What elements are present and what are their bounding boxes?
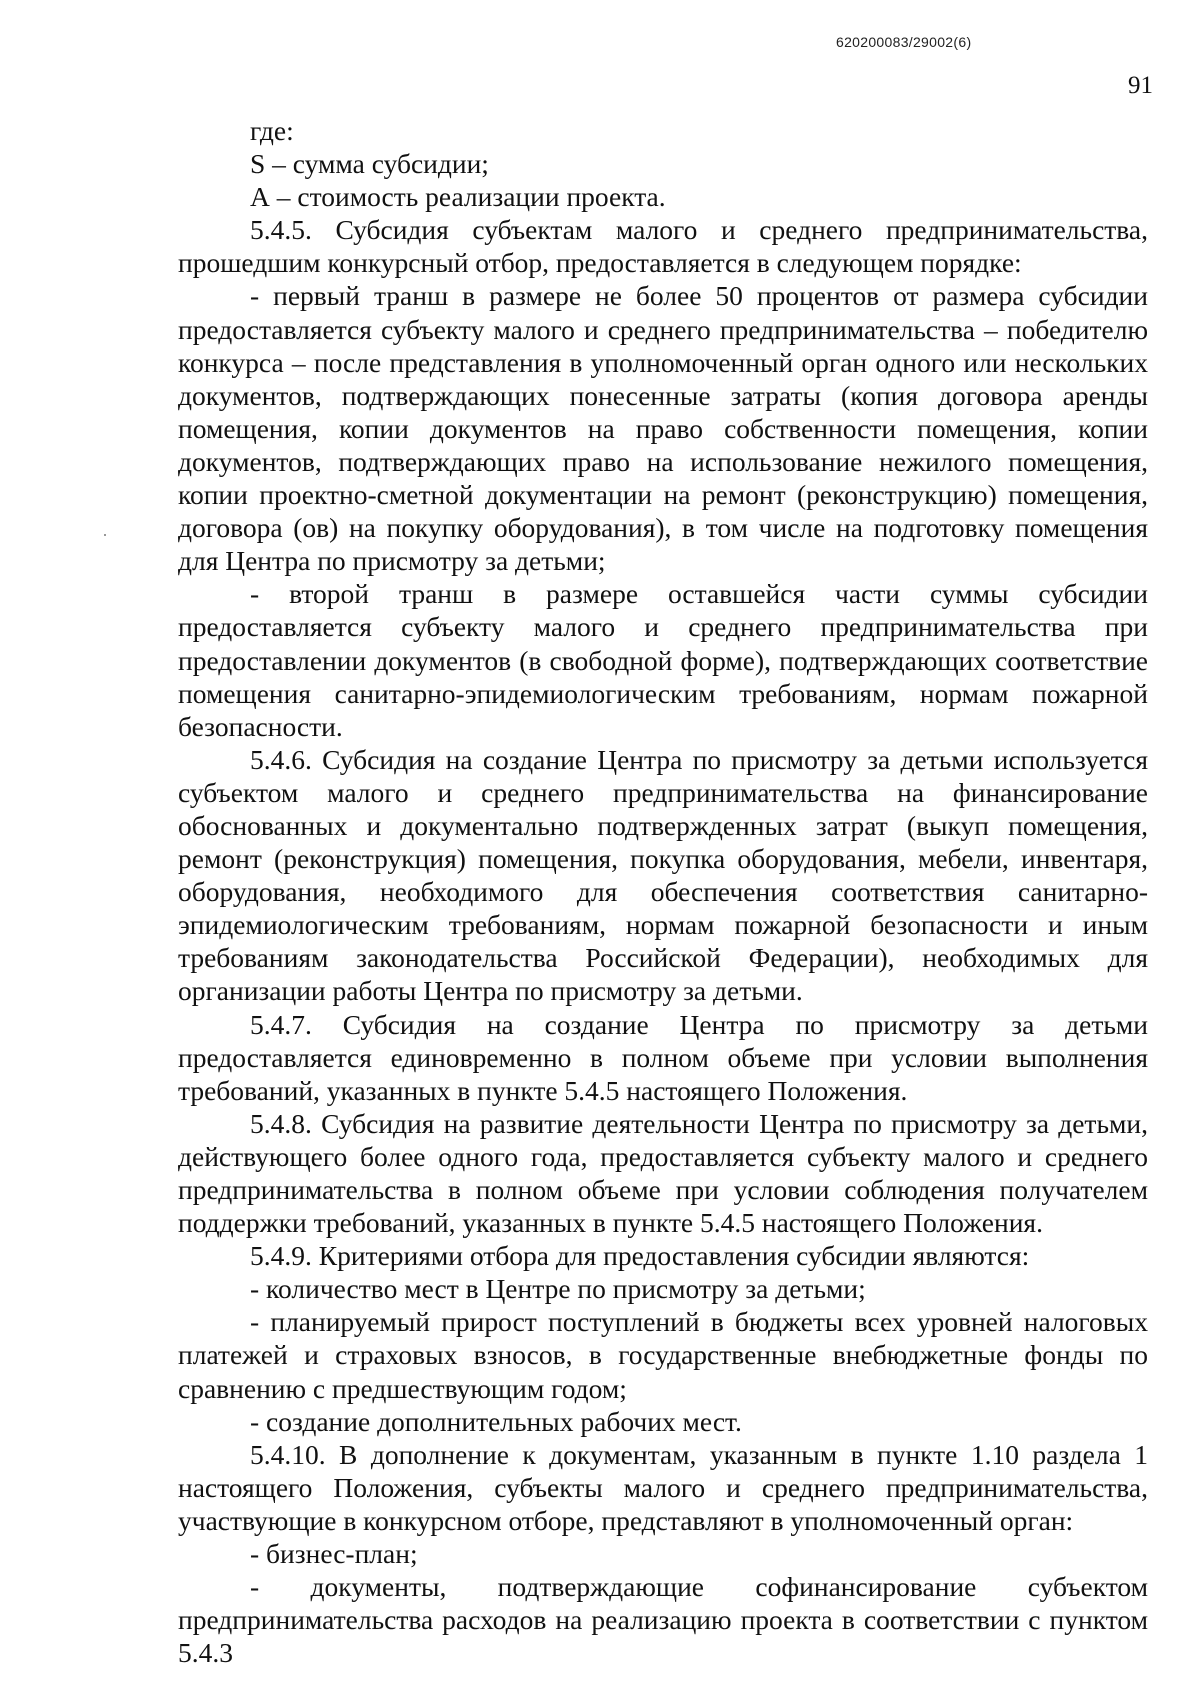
paragraph-5-4-5: 5.4.5. Субсидия субъектам малого и среднего предпринимательства, прошедшим конкурсный отбор, предоставляется в следующем порядке: <box>178 214 1148 279</box>
paragraph-5-4-9: 5.4.9. Критериями отбора для предоставления субсидии являются: <box>250 1240 1030 1272</box>
margin-speck <box>104 534 106 536</box>
paragraph-where: где: <box>250 115 294 146</box>
paragraph-second-tranche: - второй транш в размере оставшейся части суммы субсидии предоставляется субъекту малого и среднего предпринимательства при предоставлении документов (в свободной форме), подтверждающих соответствие помещения санитарно-эпидемиологическим требованиям, нормам пожарной безопасности. <box>178 578 1148 742</box>
paragraph-5-4-8: 5.4.8. Субсидия на развитие деятельности Центра по присмотру за детьми, действующего более одного года, предоставляется субъекту малого и среднего предпринимательства в полном объеме при условии соблюдения получателем поддержки требований, указанных в пункте 5.4.5 настоящего Положения. <box>178 1107 1148 1239</box>
criterion-new-jobs: - создание дополнительных рабочих мест. <box>250 1405 742 1437</box>
paragraph-a-definition: А – стоимость реализации проекта. <box>250 181 666 213</box>
paragraph-5-4-7: 5.4.7. Субсидия на создание Центра по присмотру за детьми предоставляется единовременно в полном объеме при условии выполнения требований, указанных в пункте 5.4.5 настоящего Положения. <box>178 1008 1148 1106</box>
page-number: 91 <box>1128 72 1153 99</box>
paragraph-5-4-6: 5.4.6. Субсидия на создание Центра по присмотру за детьми используется субъектом малого и среднего предпринимательства на финансирование обоснованных и документально подтвержденных затрат (выкуп помещения, ремонт (реконструкция) помещения, покупка оборудования, мебели, инвентаря, оборудования, необходимого для обеспечения соответствия санитарно-эпидемиологическим требованиям, нормам пожарной безопасности и иным требованиям законодательства Российской Федерации), необходимых для организации работы Центра по присмотру за детьми. <box>178 743 1148 1007</box>
document-id: 620200083/29002(6) <box>836 34 972 50</box>
paragraph-s-definition: S – сумма субсидии; <box>250 148 489 180</box>
required-cofinancing-docs: - документы, подтверждающие софинансирование субъектом предпринимательства расходов на реализацию проекта в соответствии с пунктом 5.4.3 <box>178 1571 1148 1669</box>
paragraph-first-tranche: - первый транш в размере не более 50 процентов от размера субсидии предоставляется субъекту малого и среднего предпринимательства – победителю конкурса – после представления в уполномоченный орган одного или нескольких документов, подтверждающих понесенные затраты (копия договора аренды помещения, копии документов на право собственности помещения, копии документов, подтверждающих право на использование нежилого помещения, копии проектно-сметной документации на ремонт (реконструкцию) помещения, договора (ов) на покупку оборудования), в том числе на подготовку помещения для Центра по присмотру за детьми; <box>178 280 1148 577</box>
criterion-tax-growth: - планируемый прирост поступлений в бюджеты всех уровней налоговых платежей и страховых взносов, в государственные внебюджетные фонды по сравнению с предшествующим годом; <box>178 1306 1148 1404</box>
required-business-plan: - бизнес-план; <box>250 1538 418 1570</box>
criterion-places: - количество мест в Центре по присмотру за детьми; <box>250 1273 866 1305</box>
paragraph-5-4-10: 5.4.10. В дополнение к документам, указанным в пункте 1.10 раздела 1 настоящего Положения, субъекты малого и среднего предпринимательства, участвующие в конкурсном отборе, представляют в уполномоченный орган: <box>178 1438 1148 1536</box>
document-body <box>178 114 1148 1669</box>
